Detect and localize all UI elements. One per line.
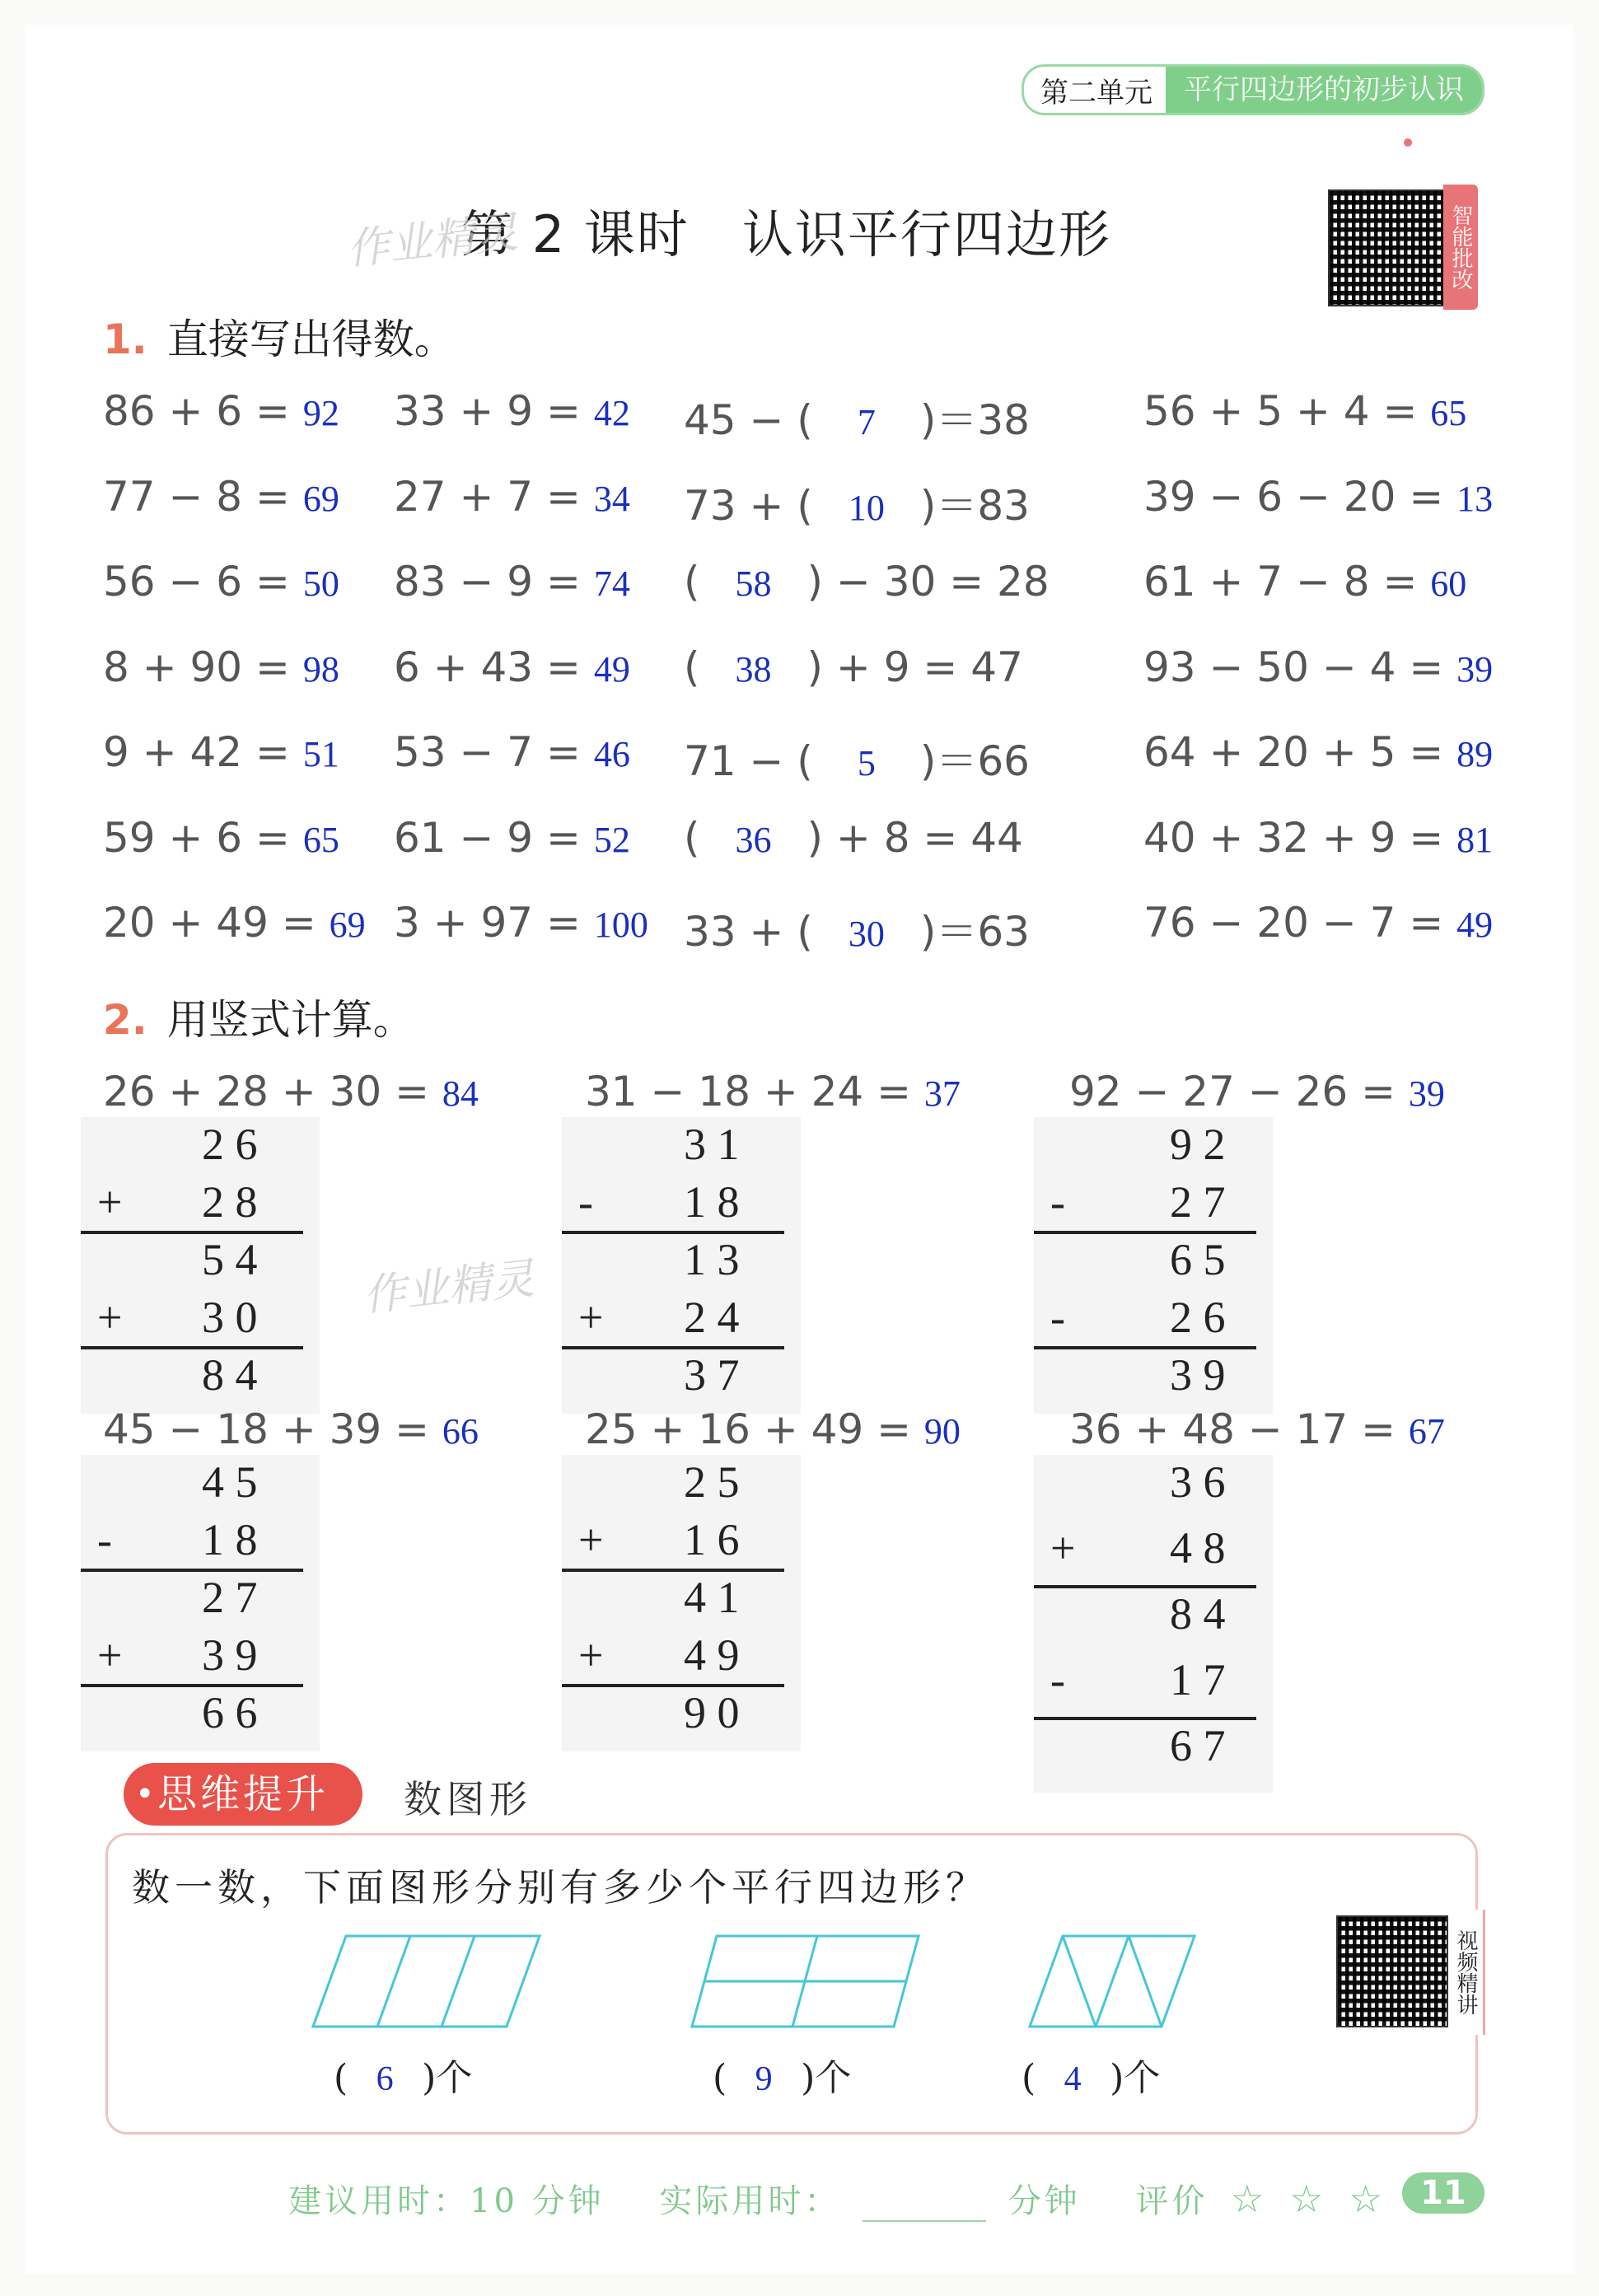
equation-text: 33 + ( bbox=[684, 908, 813, 956]
operator: + bbox=[578, 1515, 604, 1564]
operator: - bbox=[1050, 1293, 1065, 1342]
answer: 30 bbox=[848, 914, 885, 954]
vertical-problem-equation: 31 − 18 + 24 = 37 bbox=[585, 1068, 961, 1115]
answer: 84 bbox=[442, 1073, 479, 1114]
equation-text: 76 − 20 − 7 = bbox=[1143, 899, 1457, 947]
oral-equation bbox=[684, 387, 1030, 447]
equation-text: ( bbox=[684, 558, 700, 606]
answer: 100 bbox=[593, 905, 648, 945]
vertical-problem-equation: 26 + 28 + 30 = 84 bbox=[103, 1068, 479, 1115]
oral-equation bbox=[394, 899, 648, 947]
answer: 9 bbox=[755, 2060, 773, 2098]
equation-text: ) + 9 = 47 bbox=[807, 643, 1023, 691]
answer: 39 bbox=[1408, 1073, 1445, 1114]
vertical-digits: 2 6 bbox=[202, 1120, 258, 1169]
answer: 60 bbox=[1430, 563, 1467, 604]
answer: 46 bbox=[593, 734, 630, 774]
rating-label: 评价 bbox=[1135, 2182, 1209, 2220]
star-icon[interactable]: ☆ bbox=[1230, 2177, 1268, 2221]
answer: 90 bbox=[923, 1411, 961, 1452]
answer: 10 bbox=[848, 487, 885, 528]
operator: + bbox=[97, 1293, 123, 1342]
vertical-digits: 4 1 bbox=[684, 1573, 740, 1622]
footer-time bbox=[288, 2175, 1386, 2222]
work-area-bg bbox=[562, 1455, 801, 1751]
oral-equation bbox=[394, 387, 630, 435]
equation-text: 27 + 7 = bbox=[394, 472, 594, 521]
answer: 92 bbox=[302, 393, 339, 433]
oral-equation bbox=[103, 814, 339, 862]
equation-text: 8 + 90 = bbox=[103, 643, 303, 691]
sum-line bbox=[81, 1569, 303, 1572]
oral-equation bbox=[394, 814, 630, 862]
equation-text: 83 − 9 = bbox=[394, 558, 594, 606]
equation-text: ) − 30 = 28 bbox=[807, 558, 1050, 606]
sum-line bbox=[81, 1346, 303, 1349]
answer: 65 bbox=[302, 819, 339, 860]
vertical-digits: 6 5 bbox=[1170, 1235, 1226, 1284]
vertical-digits: 8 4 bbox=[202, 1350, 258, 1400]
equation-text: 61 + 7 − 8 = bbox=[1143, 558, 1431, 606]
actual-time-label: 实际用时： bbox=[659, 2182, 841, 2220]
equation-text: ( bbox=[684, 643, 700, 691]
vertical-digits: 4 5 bbox=[202, 1457, 258, 1507]
oral-equation bbox=[1143, 473, 1493, 521]
equation-text: ) + 8 = 44 bbox=[807, 813, 1023, 862]
equation-text: 73 + ( bbox=[684, 481, 813, 530]
watermark: 作业精灵 bbox=[361, 1254, 537, 1321]
thinking-badge: • 思维提升 bbox=[124, 1763, 362, 1826]
suggest-time: 建议用时：10 分钟 bbox=[288, 2182, 605, 2220]
vertical-digits: 2 4 bbox=[684, 1293, 740, 1342]
equation-text: 39 − 6 − 20 = bbox=[1143, 472, 1457, 521]
answer: 6 bbox=[376, 2060, 394, 2098]
vertical-digits: 4 9 bbox=[684, 1630, 740, 1680]
qr-code-icon[interactable] bbox=[1328, 189, 1445, 306]
page-number: 11 bbox=[1402, 2172, 1484, 2214]
answer: 69 bbox=[302, 478, 339, 519]
answer: 39 bbox=[1456, 648, 1494, 690]
vertical-digits: 2 7 bbox=[1170, 1177, 1226, 1227]
operator: + bbox=[578, 1293, 604, 1342]
operator: + bbox=[97, 1177, 123, 1227]
oral-equation bbox=[684, 899, 1030, 958]
vertical-problem-equation: 45 − 18 + 39 = 66 bbox=[103, 1405, 479, 1453]
oral-equation bbox=[684, 814, 1023, 862]
oral-equation bbox=[394, 558, 630, 606]
answer: 36 bbox=[735, 819, 772, 860]
work-area-bg bbox=[1034, 1455, 1273, 1793]
equation-text: 59 + 6 = bbox=[103, 813, 303, 862]
equation-text: 40 + 32 + 9 = bbox=[1143, 813, 1457, 862]
qr-tag-video: 视频精讲 bbox=[1448, 1910, 1485, 2035]
answer: 65 bbox=[1430, 393, 1467, 433]
equation-text: 56 + 5 + 4 = bbox=[1143, 387, 1431, 435]
vertical-digits: 3 9 bbox=[1170, 1350, 1226, 1400]
answer: 49 bbox=[1456, 905, 1494, 945]
figure-count: ( 4 )个 bbox=[1022, 2057, 1161, 2099]
vertical-digits: 2 7 bbox=[202, 1573, 258, 1622]
vertical-digits: 1 7 bbox=[1170, 1655, 1226, 1704]
equation-text: 93 − 50 − 4 = bbox=[1143, 643, 1457, 691]
hanger-dot-icon bbox=[1404, 138, 1412, 147]
oral-equation bbox=[684, 473, 1030, 532]
answer: 74 bbox=[593, 563, 630, 604]
answer: 52 bbox=[593, 819, 630, 860]
vertical-digits: 9 2 bbox=[1170, 1120, 1226, 1169]
sum-line bbox=[81, 1684, 303, 1687]
work-area-bg bbox=[1034, 1117, 1273, 1414]
equation-text: 77 − 8 = bbox=[103, 472, 303, 521]
answer: 4 bbox=[1064, 2060, 1082, 2098]
oral-equation bbox=[103, 899, 366, 947]
answer: 34 bbox=[593, 478, 630, 519]
star-icon[interactable]: ☆ bbox=[1349, 2177, 1386, 2221]
equation-text: )＝63 bbox=[919, 908, 1030, 956]
equation-text: 86 + 6 = bbox=[103, 387, 303, 435]
oral-equation bbox=[103, 473, 339, 521]
section2-title: 2. 用竖式计算。 bbox=[103, 996, 414, 1044]
unit-topic: 平行四边形的初步认识 bbox=[1166, 67, 1482, 113]
oral-equation bbox=[1143, 899, 1493, 947]
equation-text: 9 + 42 = bbox=[103, 728, 303, 776]
figure-3 bbox=[1030, 1936, 1195, 2027]
vertical-digits: 1 8 bbox=[684, 1177, 740, 1227]
answer: 42 bbox=[593, 393, 630, 433]
figure-count: ( 6 )个 bbox=[334, 2057, 473, 2099]
answer: 69 bbox=[329, 905, 366, 945]
equation-text: 3 + 97 = bbox=[394, 899, 594, 947]
thinking-subtitle: 数图形 bbox=[404, 1777, 532, 1821]
sum-line bbox=[81, 1231, 303, 1234]
equation-text: 6 + 43 = bbox=[394, 643, 594, 691]
vertical-digits: 2 8 bbox=[202, 1177, 258, 1227]
oral-equation bbox=[684, 558, 1050, 606]
vertical-digits: 6 7 bbox=[1170, 1721, 1226, 1770]
oral-equation bbox=[1143, 558, 1466, 606]
vertical-digits: 3 9 bbox=[202, 1630, 258, 1680]
equation-text: )＝38 bbox=[919, 396, 1030, 444]
answer: 51 bbox=[302, 734, 339, 774]
figure-count: ( 9 )个 bbox=[713, 2057, 852, 2099]
vertical-digits: 1 8 bbox=[202, 1515, 258, 1564]
equation-text: 71 − ( bbox=[684, 737, 813, 785]
equation-text: )＝83 bbox=[919, 481, 1030, 530]
star-icon[interactable]: ☆ bbox=[1289, 2177, 1327, 2221]
vertical-digits: 9 0 bbox=[684, 1688, 740, 1737]
vertical-digits: 1 6 bbox=[684, 1515, 740, 1564]
oral-equation bbox=[103, 728, 339, 776]
thinking-question: 数一数，下面图形分别有多少个平行四边形？ bbox=[132, 1865, 989, 1910]
equation-text: 56 − 6 = bbox=[103, 558, 303, 606]
minutes-label: 分钟 bbox=[1008, 2182, 1081, 2220]
answer: 98 bbox=[302, 648, 339, 690]
answer: 5 bbox=[857, 743, 876, 783]
equation-text: 45 − ( bbox=[684, 396, 813, 444]
equation-text: ( bbox=[684, 813, 700, 862]
equation-text: 61 − 9 = bbox=[394, 813, 594, 862]
equation-text: 33 + 9 = bbox=[394, 387, 594, 435]
sum-line bbox=[562, 1569, 784, 1572]
vertical-digits: 4 8 bbox=[1170, 1523, 1226, 1573]
oral-equation bbox=[103, 558, 339, 606]
oral-equation bbox=[103, 387, 339, 435]
operator: - bbox=[1050, 1177, 1065, 1227]
lesson-title: 第 2 课时 认识平行四边形 bbox=[461, 204, 1111, 264]
answer: 81 bbox=[1456, 819, 1494, 860]
vertical-digits: 3 7 bbox=[684, 1350, 740, 1400]
sum-line bbox=[562, 1346, 784, 1349]
work-area-bg bbox=[81, 1455, 320, 1751]
vertical-problem-equation: 92 − 27 − 26 = 39 bbox=[1069, 1068, 1445, 1115]
oral-equation bbox=[394, 728, 630, 776]
vertical-digits: 3 6 bbox=[1170, 1457, 1226, 1507]
equation-text: 53 − 7 = bbox=[394, 728, 594, 776]
sum-line bbox=[562, 1684, 784, 1687]
qr-tag-grading: 智能批改 bbox=[1443, 185, 1478, 310]
section1-title: 1. 直接写出得数。 bbox=[103, 316, 456, 363]
answer: 66 bbox=[442, 1411, 479, 1452]
equation-text: 20 + 49 = bbox=[103, 899, 330, 947]
vertical-problem-equation: 25 + 16 + 49 = 90 bbox=[585, 1405, 961, 1453]
sum-line bbox=[562, 1231, 784, 1234]
actual-time-field[interactable] bbox=[863, 2187, 986, 2222]
work-area-bg bbox=[81, 1117, 320, 1414]
unit-tag bbox=[1022, 64, 1484, 115]
answer: 50 bbox=[302, 563, 339, 604]
vertical-digits: 2 6 bbox=[1170, 1293, 1226, 1342]
answer: 89 bbox=[1456, 734, 1494, 774]
vertical-digits: 1 3 bbox=[684, 1235, 740, 1284]
vertical-digits: 5 4 bbox=[202, 1235, 258, 1284]
work-area-bg bbox=[562, 1117, 801, 1414]
oral-equation bbox=[103, 643, 339, 691]
oral-equation bbox=[1143, 643, 1493, 691]
vertical-digits: 2 5 bbox=[684, 1457, 740, 1507]
oral-equation bbox=[684, 728, 1030, 788]
operator: - bbox=[1050, 1655, 1065, 1704]
vertical-digits: 3 0 bbox=[202, 1293, 258, 1342]
oral-equation bbox=[1143, 814, 1493, 862]
answer: 49 bbox=[593, 648, 630, 690]
vertical-digits: 6 6 bbox=[202, 1688, 258, 1737]
vertical-problem-equation: 36 + 48 − 17 = 67 bbox=[1069, 1405, 1445, 1453]
operator: + bbox=[1050, 1523, 1076, 1573]
answer: 37 bbox=[923, 1073, 961, 1114]
qr-code-icon[interactable] bbox=[1336, 1915, 1448, 2027]
answer: 67 bbox=[1408, 1411, 1445, 1452]
oral-equation bbox=[684, 643, 1023, 691]
oral-equation bbox=[1143, 728, 1493, 776]
operator: - bbox=[97, 1515, 112, 1564]
answer: 7 bbox=[857, 402, 876, 442]
oral-equation bbox=[394, 643, 630, 691]
operator: + bbox=[97, 1630, 123, 1680]
oral-equation bbox=[394, 473, 630, 521]
oral-equation bbox=[1143, 387, 1466, 435]
parallelogram-figures bbox=[305, 1928, 1227, 2043]
operator: + bbox=[578, 1630, 604, 1680]
equation-text: 64 + 20 + 5 = bbox=[1143, 728, 1457, 776]
vertical-digits: 3 1 bbox=[684, 1120, 740, 1169]
figure-1 bbox=[313, 1936, 540, 2027]
equation-text: )＝66 bbox=[919, 737, 1030, 785]
answer: 13 bbox=[1456, 478, 1494, 519]
watermark: 作业精灵 bbox=[344, 208, 521, 275]
answer: 38 bbox=[735, 648, 772, 690]
figure-2 bbox=[692, 1936, 919, 2027]
operator: - bbox=[578, 1177, 593, 1227]
answer: 58 bbox=[735, 563, 772, 604]
unit-label: 第二单元 bbox=[1040, 76, 1152, 110]
vertical-digits: 8 4 bbox=[1170, 1589, 1226, 1639]
